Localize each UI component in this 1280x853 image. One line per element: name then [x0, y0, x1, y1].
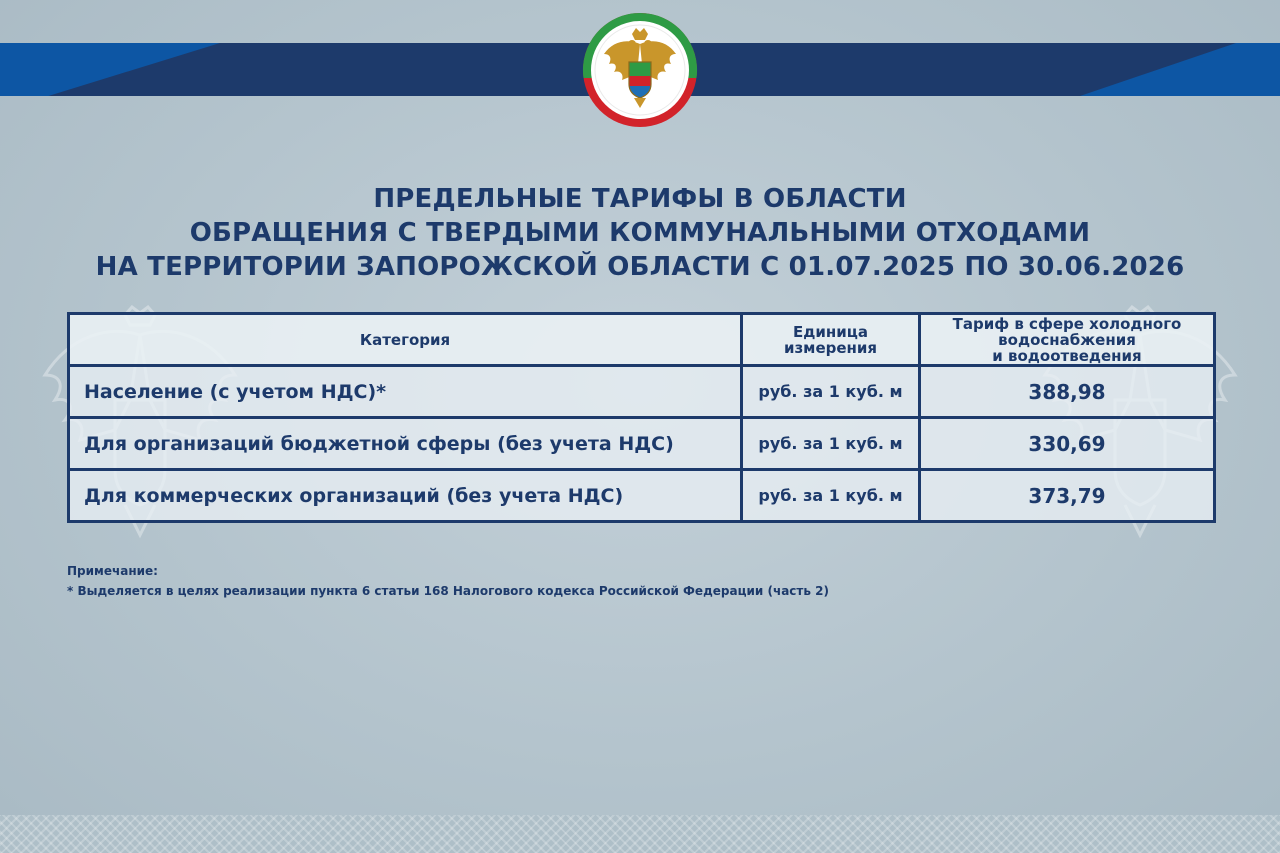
- coat-of-arms-icon: [582, 12, 698, 128]
- title-line: ОБРАЩЕНИЯ С ТВЕРДЫМИ КОММУНАЛЬНЫМИ ОТХОДАМИ: [189, 218, 1091, 248]
- row-unit: руб. за 1 куб. м: [742, 470, 920, 522]
- title-line: НА ТЕРРИТОРИИ ЗАПОРОЖСКОЙ ОБЛАСТИ С 01.07.2025 ПО 30.06.2026: [95, 252, 1185, 282]
- footnote-text: * Выделяется в целях реализации пункта 6 статьи 168 Налогового кодекса Российской Федерации (часть 2): [67, 584, 829, 598]
- bottom-pattern: [0, 815, 1280, 853]
- tariff-table: [67, 312, 1216, 523]
- row-value: 373,79: [920, 470, 1215, 522]
- header-tariff: Тариф в сфере холодного водоснабжения и водоотведения: [920, 314, 1215, 366]
- page-title: [0, 182, 1280, 284]
- row-category: Для коммерческих организаций (без учета НДС): [69, 470, 742, 522]
- footnote: [67, 561, 829, 601]
- table-row: [69, 366, 1215, 418]
- header-category: Категория: [69, 314, 742, 366]
- row-category: Для организаций бюджетной сферы (без учета НДС): [69, 418, 742, 470]
- row-unit: руб. за 1 куб. м: [742, 366, 920, 418]
- row-category: Население (с учетом НДС)*: [69, 366, 742, 418]
- row-unit: руб. за 1 куб. м: [742, 418, 920, 470]
- table-header-row: [69, 314, 1215, 366]
- footnote-heading: Примечание:: [67, 564, 158, 578]
- table-row: [69, 418, 1215, 470]
- header-unit: Единица измерения: [742, 314, 920, 366]
- row-value: 330,69: [920, 418, 1215, 470]
- row-value: 388,98: [920, 366, 1215, 418]
- table-row: [69, 470, 1215, 522]
- title-line: ПРЕДЕЛЬНЫЕ ТАРИФЫ В ОБЛАСТИ: [373, 184, 907, 214]
